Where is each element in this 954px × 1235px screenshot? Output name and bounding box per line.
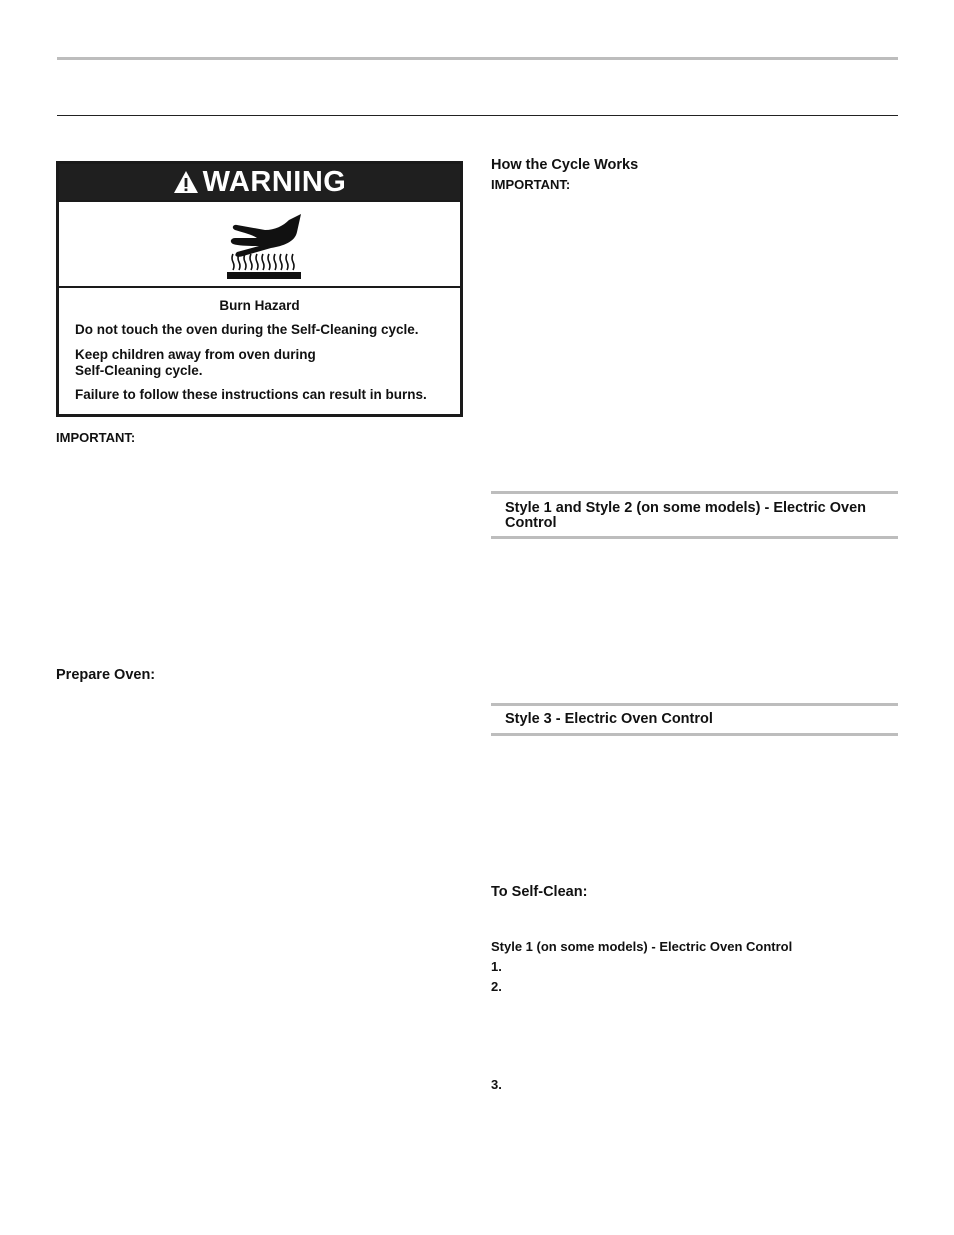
header-rule [57,115,898,116]
style3-heading: Style 3 - Electric Oven Control [505,711,713,727]
pictogram-area [59,200,460,288]
style12-heading: Style 1 and Style 2 (on some models) - Electric Oven Control [505,500,867,531]
warning-line-4: Failure to follow these instructions can result in burns. [75,387,427,402]
important-label-left: IMPORTANT: [56,430,136,445]
warning-triangle-icon [173,170,199,194]
step-3-number: 3. [491,1077,502,1092]
top-rule [57,57,898,60]
warning-line-2: Keep children away from oven during [75,347,316,362]
self-clean-heading: To Self-Clean: [491,884,588,900]
cycle-heading: How the Cycle Works [491,157,639,173]
warning-title: WARNING [202,165,347,198]
warning-header [59,164,460,200]
prepare-oven-heading: Prepare Oven: [56,667,156,683]
warning-box [56,161,463,417]
step-1-number: 1. [491,959,502,974]
burn-hand-icon [223,212,305,282]
style12-heading-box [491,491,898,539]
hazard-title: Burn Hazard [219,298,300,313]
warning-line-3: Self-Cleaning cycle. [75,363,203,378]
important-label-right: IMPORTANT: [491,177,571,192]
warning-line-1: Do not touch the oven during the Self-Cleaning cycle. [75,322,419,337]
step-2-number: 2. [491,979,502,994]
style1-subheading: Style 1 (on some models) - Electric Oven Control [491,939,793,954]
style3-heading-box [491,703,898,736]
